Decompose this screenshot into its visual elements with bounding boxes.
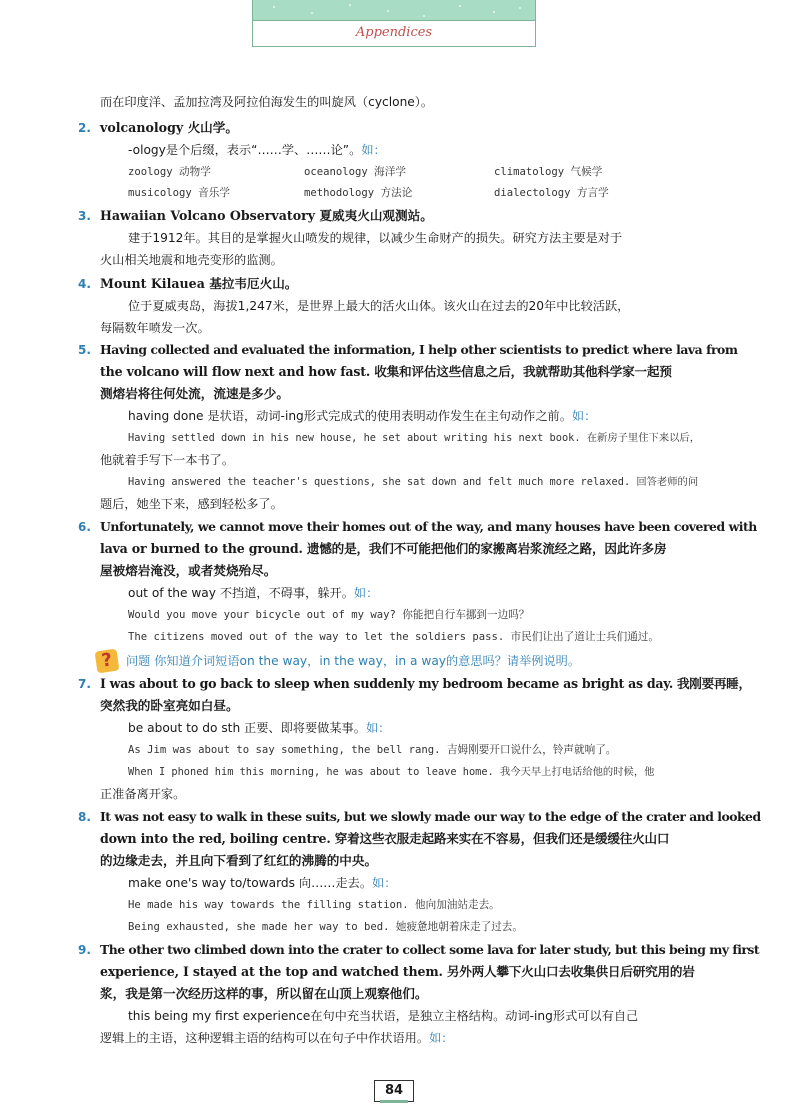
text-line: make one's way to/towards 向……走去。如： xyxy=(128,876,397,890)
header-decorative-band xyxy=(253,0,535,20)
item-number: 5. xyxy=(78,343,91,357)
text-line: be about to do sth 正要、即将要做某事。如： xyxy=(128,721,391,735)
item-heading: Unfortunately, we cannot move their homes out of the way, and many houses have been covered with xyxy=(100,519,757,534)
item-heading: 测熔岩将往何处流，流速是多少。 xyxy=(100,386,289,401)
item-heading: lava or burned to the ground. 遗憾的是，我们不可能把他们的家搬离岩浆流经之路，因此许多房 xyxy=(100,541,667,556)
example-sentence: As Jim was about to say something, the bell rang. 吉姆刚要开口说什么，铃声就响了。 xyxy=(128,744,617,756)
item-heading: 屋被熔岩淹没，或者焚烧殆尽。 xyxy=(100,563,277,578)
text-line: having done 是状语，动词-ing形式完成式的使用表明动作发生在主句动作之前。如： xyxy=(128,409,597,423)
term-example: oceanology 海洋学 xyxy=(304,166,406,178)
item-number: 8. xyxy=(78,810,91,824)
term-example: musicology 音乐学 xyxy=(128,187,230,199)
item-heading: 浆，我是第一次经历这样的事，所以留在山顶上观察他们。 xyxy=(100,986,428,1001)
text-line: 逻辑上的主语，这种逻辑主语的结构可以在句子中作状语用。如： xyxy=(100,1031,454,1045)
item-heading: Having collected and evaluated the information, I help other scientists to predict where lava from xyxy=(100,342,738,357)
example-sentence: The citizens moved out of the way to let the soldiers pass. 市民们让出了道让士兵们通过。 xyxy=(128,631,659,643)
text-line: 他就着手写下一本书了。 xyxy=(100,453,235,467)
text-line: 火山相关地震和地壳变形的监测。 xyxy=(100,253,283,267)
text-line: 建于1912年。其目的是掌握火山喷发的规律，以减少生命财产的损失。研究方法主要是对于 xyxy=(128,231,623,245)
term-example: zoology 动物学 xyxy=(128,166,211,178)
item-number: 3. xyxy=(78,209,91,223)
example-sentence: When I phoned him this morning, he was about to leave home. 我今天早上打电话给他的时候，他 xyxy=(128,766,655,778)
item-number: 6. xyxy=(78,520,91,534)
item-heading: volcanology 火山学。 xyxy=(100,120,238,135)
example-sentence: Would you move your bicycle out of my way? 你能把自行车挪到一边吗？ xyxy=(128,609,530,621)
page-number: 84 xyxy=(374,1080,414,1102)
item-heading: 的边缘走去，并且向下看到了红红的沸腾的中央。 xyxy=(100,853,378,868)
text-line: 题后，她坐下来，感到轻松多了。 xyxy=(100,497,283,511)
item-number: 2. xyxy=(78,121,91,135)
item-heading: Hawaiian Volcano Observatory 夏威夷火山观测站。 xyxy=(100,208,433,223)
item-number: 9. xyxy=(78,943,91,957)
text-line: 而在印度洋、孟加拉湾及阿拉伯海发生的叫旋风（cyclone）。 xyxy=(100,95,434,109)
item-heading: experience, I stayed at the top and watched them. 另外两人攀下火山口去收集供日后研究用的岩 xyxy=(100,964,695,979)
text-line: 位于夏威夷岛，海拔1,247米，是世界上最大的活火山体。该火山在过去的20年中比较活跃， xyxy=(128,299,630,313)
question-prompt: 问题 你知道介词短语on the way，in the way，in a way的意思吗？请举例说明。 xyxy=(126,654,581,668)
item-heading: the volcano will flow next and how fast. 收集和评估这些信息之后，我就帮助其他科学家一起预 xyxy=(100,364,672,379)
item-heading: 突然我的卧室亮如白昼。 xyxy=(100,698,239,713)
text-line: 每隔数年喷发一次。 xyxy=(100,321,210,335)
item-heading: The other two climbed down into the crater to collect some lava for later study, but this being my first xyxy=(100,942,760,957)
header-title: Appendices xyxy=(355,25,433,40)
item-heading: Mount Kilauea 基拉韦厄火山。 xyxy=(100,276,298,291)
term-example: methodology 方法论 xyxy=(304,187,413,199)
text-line: this being my first experience在句中充当状语，是独立主格结构。动词-ing形式可以有自己 xyxy=(128,1009,639,1023)
example-sentence: Having settled down in his new house, he set about writing his next book. 在新房子里住下来以后， xyxy=(128,432,701,444)
item-heading: It was not easy to walk in these suits, but we slowly made our way to the edge of the crater and looked xyxy=(100,809,761,824)
term-example: climatology 气候学 xyxy=(494,166,603,178)
item-number: 7. xyxy=(78,677,91,691)
question-icon: ? xyxy=(95,649,120,674)
text-line: 正准备离开家。 xyxy=(100,787,186,801)
item-number: 4. xyxy=(78,277,91,291)
text-line: -ology是个后缀，表示“……学、……论”。如： xyxy=(128,143,386,157)
item-heading: down into the red, boiling centre. 穿着这些衣服走起路来实在不容易，但我们还是缓缓往火山口 xyxy=(100,831,670,846)
example-sentence: Being exhausted, she made her way to bed. 她疲惫地朝着床走了过去。 xyxy=(128,921,523,933)
example-sentence: He made his way towards the filling station. 他向加油站走去。 xyxy=(128,899,500,911)
example-sentence: Having answered the teacher's questions, she sat down and felt much more relaxed. 回答老师的问 xyxy=(128,476,699,488)
page-number-underline xyxy=(380,1100,408,1103)
text-line: out of the way 不挡道，不碍事，躲开。如： xyxy=(128,586,379,600)
item-heading: I was about to go back to sleep when suddenly my bedroom became as bright as day. 我刚要再睡， xyxy=(100,676,751,691)
running-header xyxy=(252,0,536,47)
term-example: dialectology 方言学 xyxy=(494,187,609,199)
